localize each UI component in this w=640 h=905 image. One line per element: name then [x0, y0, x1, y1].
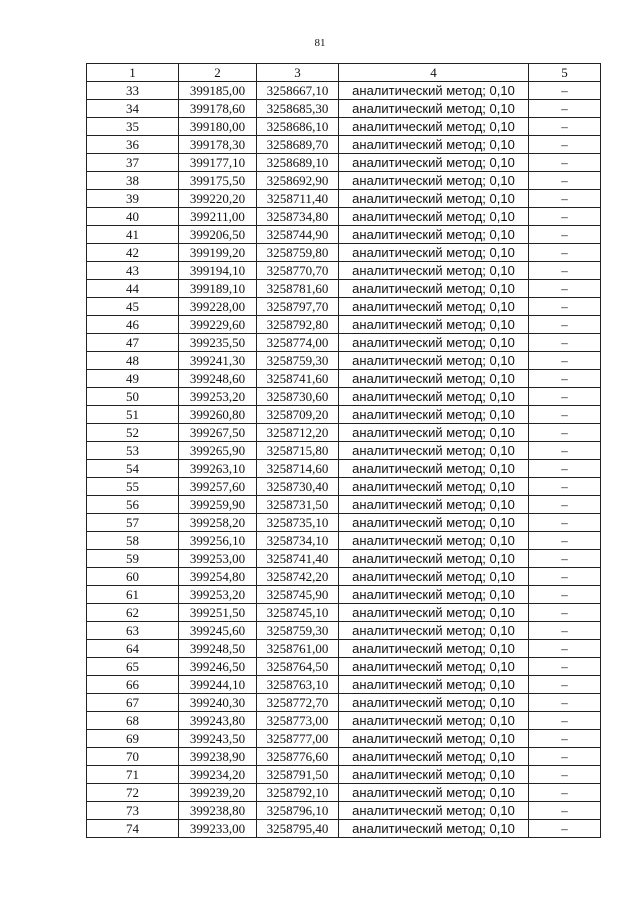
y-coordinate-cell: 3258770,70	[257, 262, 339, 280]
note-cell: –	[529, 784, 601, 802]
y-coordinate-cell: 3258792,80	[257, 316, 339, 334]
y-coordinate-cell: 3258730,60	[257, 388, 339, 406]
table-row	[87, 208, 601, 226]
note-cell: –	[529, 640, 601, 658]
y-coordinate-cell: 3258795,40	[257, 820, 339, 838]
header-cell-x: 2	[179, 64, 257, 82]
point-number-cell: 50	[87, 388, 179, 406]
point-number-cell: 54	[87, 460, 179, 478]
method-cell: аналитический метод; 0,10	[339, 136, 529, 154]
y-coordinate-cell: 3258686,10	[257, 118, 339, 136]
point-number-cell: 60	[87, 568, 179, 586]
point-number-cell: 39	[87, 190, 179, 208]
method-cell: аналитический метод; 0,10	[339, 370, 529, 388]
point-number-cell: 51	[87, 406, 179, 424]
note-cell: –	[529, 280, 601, 298]
y-coordinate-cell: 3258774,00	[257, 334, 339, 352]
table-row	[87, 172, 601, 190]
method-cell: аналитический метод; 0,10	[339, 586, 529, 604]
table-row	[87, 280, 601, 298]
x-coordinate-cell: 399238,90	[179, 748, 257, 766]
table-row	[87, 622, 601, 640]
y-coordinate-cell: 3258711,40	[257, 190, 339, 208]
x-coordinate-cell: 399241,30	[179, 352, 257, 370]
table-row	[87, 640, 601, 658]
note-cell: –	[529, 100, 601, 118]
table-row	[87, 712, 601, 730]
method-cell: аналитический метод; 0,10	[339, 172, 529, 190]
note-cell: –	[529, 748, 601, 766]
method-cell: аналитический метод; 0,10	[339, 226, 529, 244]
x-coordinate-cell: 399246,50	[179, 658, 257, 676]
point-number-cell: 59	[87, 550, 179, 568]
x-coordinate-cell: 399265,90	[179, 442, 257, 460]
method-cell: аналитический метод; 0,10	[339, 730, 529, 748]
method-cell: аналитический метод; 0,10	[339, 496, 529, 514]
x-coordinate-cell: 399263,10	[179, 460, 257, 478]
x-coordinate-cell: 399248,60	[179, 370, 257, 388]
table-row	[87, 424, 601, 442]
note-cell: –	[529, 532, 601, 550]
x-coordinate-cell: 399175,50	[179, 172, 257, 190]
point-number-cell: 68	[87, 712, 179, 730]
table-row	[87, 730, 601, 748]
note-cell: –	[529, 802, 601, 820]
method-cell: аналитический метод; 0,10	[339, 604, 529, 622]
note-cell: –	[529, 604, 601, 622]
method-cell: аналитический метод; 0,10	[339, 352, 529, 370]
note-cell: –	[529, 424, 601, 442]
y-coordinate-cell: 3258759,30	[257, 352, 339, 370]
x-coordinate-cell: 399234,20	[179, 766, 257, 784]
method-cell: аналитический метод; 0,10	[339, 388, 529, 406]
point-number-cell: 33	[87, 82, 179, 100]
method-cell: аналитический метод; 0,10	[339, 802, 529, 820]
method-cell: аналитический метод; 0,10	[339, 532, 529, 550]
method-cell: аналитический метод; 0,10	[339, 208, 529, 226]
table-row	[87, 460, 601, 478]
table-row	[87, 766, 601, 784]
note-cell: –	[529, 658, 601, 676]
x-coordinate-cell: 399243,80	[179, 712, 257, 730]
method-cell: аналитический метод; 0,10	[339, 640, 529, 658]
y-coordinate-cell: 3258791,50	[257, 766, 339, 784]
note-cell: –	[529, 478, 601, 496]
y-coordinate-cell: 3258772,70	[257, 694, 339, 712]
x-coordinate-cell: 399253,20	[179, 586, 257, 604]
point-number-cell: 64	[87, 640, 179, 658]
note-cell: –	[529, 244, 601, 262]
point-number-cell: 72	[87, 784, 179, 802]
x-coordinate-cell: 399228,00	[179, 298, 257, 316]
y-coordinate-cell: 3258709,20	[257, 406, 339, 424]
table-row	[87, 334, 601, 352]
x-coordinate-cell: 399259,90	[179, 496, 257, 514]
point-number-cell: 42	[87, 244, 179, 262]
note-cell: –	[529, 118, 601, 136]
coordinates-table	[86, 63, 601, 838]
table-row	[87, 406, 601, 424]
point-number-cell: 63	[87, 622, 179, 640]
method-cell: аналитический метод; 0,10	[339, 298, 529, 316]
y-coordinate-cell: 3258797,70	[257, 298, 339, 316]
x-coordinate-cell: 399254,80	[179, 568, 257, 586]
method-cell: аналитический метод; 0,10	[339, 280, 529, 298]
note-cell: –	[529, 406, 601, 424]
method-cell: аналитический метод; 0,10	[339, 478, 529, 496]
point-number-cell: 49	[87, 370, 179, 388]
note-cell: –	[529, 442, 601, 460]
note-cell: –	[529, 496, 601, 514]
y-coordinate-cell: 3258712,20	[257, 424, 339, 442]
note-cell: –	[529, 550, 601, 568]
y-coordinate-cell: 3258761,00	[257, 640, 339, 658]
note-cell: –	[529, 694, 601, 712]
point-number-cell: 56	[87, 496, 179, 514]
note-cell: –	[529, 226, 601, 244]
y-coordinate-cell: 3258776,60	[257, 748, 339, 766]
y-coordinate-cell: 3258741,40	[257, 550, 339, 568]
method-cell: аналитический метод; 0,10	[339, 622, 529, 640]
x-coordinate-cell: 399267,50	[179, 424, 257, 442]
method-cell: аналитический метод; 0,10	[339, 406, 529, 424]
x-coordinate-cell: 399220,20	[179, 190, 257, 208]
method-cell: аналитический метод; 0,10	[339, 424, 529, 442]
x-coordinate-cell: 399178,60	[179, 100, 257, 118]
method-cell: аналитический метод; 0,10	[339, 118, 529, 136]
y-coordinate-cell: 3258734,80	[257, 208, 339, 226]
y-coordinate-cell: 3258745,10	[257, 604, 339, 622]
header-cell-note: 5	[529, 64, 601, 82]
y-coordinate-cell: 3258667,10	[257, 82, 339, 100]
x-coordinate-cell: 399239,20	[179, 784, 257, 802]
point-number-cell: 69	[87, 730, 179, 748]
table-row	[87, 802, 601, 820]
x-coordinate-cell: 399238,80	[179, 802, 257, 820]
y-coordinate-cell: 3258714,60	[257, 460, 339, 478]
method-cell: аналитический метод; 0,10	[339, 784, 529, 802]
table-row	[87, 784, 601, 802]
x-coordinate-cell: 399235,50	[179, 334, 257, 352]
point-number-cell: 48	[87, 352, 179, 370]
point-number-cell: 71	[87, 766, 179, 784]
method-cell: аналитический метод; 0,10	[339, 820, 529, 838]
point-number-cell: 43	[87, 262, 179, 280]
method-cell: аналитический метод; 0,10	[339, 82, 529, 100]
point-number-cell: 35	[87, 118, 179, 136]
note-cell: –	[529, 298, 601, 316]
x-coordinate-cell: 399178,30	[179, 136, 257, 154]
y-coordinate-cell: 3258759,80	[257, 244, 339, 262]
note-cell: –	[529, 388, 601, 406]
method-cell: аналитический метод; 0,10	[339, 514, 529, 532]
x-coordinate-cell: 399243,50	[179, 730, 257, 748]
note-cell: –	[529, 136, 601, 154]
method-cell: аналитический метод; 0,10	[339, 154, 529, 172]
method-cell: аналитический метод; 0,10	[339, 712, 529, 730]
y-coordinate-cell: 3258685,30	[257, 100, 339, 118]
note-cell: –	[529, 712, 601, 730]
y-coordinate-cell: 3258763,10	[257, 676, 339, 694]
method-cell: аналитический метод; 0,10	[339, 658, 529, 676]
table-header-row	[87, 64, 601, 82]
x-coordinate-cell: 399199,20	[179, 244, 257, 262]
x-coordinate-cell: 399258,20	[179, 514, 257, 532]
table-row	[87, 298, 601, 316]
note-cell: –	[529, 82, 601, 100]
method-cell: аналитический метод; 0,10	[339, 676, 529, 694]
table-row	[87, 676, 601, 694]
x-coordinate-cell: 399256,10	[179, 532, 257, 550]
y-coordinate-cell: 3258792,10	[257, 784, 339, 802]
table-row	[87, 442, 601, 460]
note-cell: –	[529, 262, 601, 280]
note-cell: –	[529, 190, 601, 208]
point-number-cell: 46	[87, 316, 179, 334]
y-coordinate-cell: 3258715,80	[257, 442, 339, 460]
table-row	[87, 226, 601, 244]
method-cell: аналитический метод; 0,10	[339, 748, 529, 766]
method-cell: аналитический метод; 0,10	[339, 766, 529, 784]
point-number-cell: 61	[87, 586, 179, 604]
table-row	[87, 604, 601, 622]
y-coordinate-cell: 3258759,30	[257, 622, 339, 640]
y-coordinate-cell: 3258689,10	[257, 154, 339, 172]
y-coordinate-cell: 3258692,90	[257, 172, 339, 190]
method-cell: аналитический метод; 0,10	[339, 442, 529, 460]
table-row	[87, 352, 601, 370]
point-number-cell: 65	[87, 658, 179, 676]
point-number-cell: 74	[87, 820, 179, 838]
table-row	[87, 658, 601, 676]
x-coordinate-cell: 399240,30	[179, 694, 257, 712]
y-coordinate-cell: 3258773,00	[257, 712, 339, 730]
table-row	[87, 316, 601, 334]
table-body	[87, 82, 601, 838]
point-number-cell: 44	[87, 280, 179, 298]
x-coordinate-cell: 399253,20	[179, 388, 257, 406]
x-coordinate-cell: 399189,10	[179, 280, 257, 298]
table-row	[87, 262, 601, 280]
x-coordinate-cell: 399233,00	[179, 820, 257, 838]
point-number-cell: 58	[87, 532, 179, 550]
header-cell-method: 4	[339, 64, 529, 82]
y-coordinate-cell: 3258742,20	[257, 568, 339, 586]
x-coordinate-cell: 399229,60	[179, 316, 257, 334]
table-row	[87, 550, 601, 568]
note-cell: –	[529, 352, 601, 370]
x-coordinate-cell: 399245,60	[179, 622, 257, 640]
point-number-cell: 34	[87, 100, 179, 118]
table-row	[87, 388, 601, 406]
point-number-cell: 67	[87, 694, 179, 712]
point-number-cell: 45	[87, 298, 179, 316]
table-row	[87, 532, 601, 550]
table-row	[87, 370, 601, 388]
point-number-cell: 40	[87, 208, 179, 226]
note-cell: –	[529, 820, 601, 838]
note-cell: –	[529, 154, 601, 172]
method-cell: аналитический метод; 0,10	[339, 694, 529, 712]
note-cell: –	[529, 334, 601, 352]
note-cell: –	[529, 622, 601, 640]
y-coordinate-cell: 3258745,90	[257, 586, 339, 604]
point-number-cell: 62	[87, 604, 179, 622]
y-coordinate-cell: 3258730,40	[257, 478, 339, 496]
method-cell: аналитический метод; 0,10	[339, 190, 529, 208]
point-number-cell: 66	[87, 676, 179, 694]
table-row	[87, 478, 601, 496]
table-row	[87, 244, 601, 262]
table-row	[87, 514, 601, 532]
header-cell-y: 3	[257, 64, 339, 82]
note-cell: –	[529, 316, 601, 334]
y-coordinate-cell: 3258744,90	[257, 226, 339, 244]
table-row	[87, 496, 601, 514]
note-cell: –	[529, 172, 601, 190]
method-cell: аналитический метод; 0,10	[339, 100, 529, 118]
point-number-cell: 73	[87, 802, 179, 820]
point-number-cell: 36	[87, 136, 179, 154]
table-row	[87, 100, 601, 118]
y-coordinate-cell: 3258781,60	[257, 280, 339, 298]
table-row	[87, 154, 601, 172]
note-cell: –	[529, 766, 601, 784]
x-coordinate-cell: 399180,00	[179, 118, 257, 136]
point-number-cell: 55	[87, 478, 179, 496]
method-cell: аналитический метод; 0,10	[339, 568, 529, 586]
table-row	[87, 586, 601, 604]
point-number-cell: 70	[87, 748, 179, 766]
point-number-cell: 53	[87, 442, 179, 460]
x-coordinate-cell: 399244,10	[179, 676, 257, 694]
header-cell-point-number: 1	[87, 64, 179, 82]
point-number-cell: 37	[87, 154, 179, 172]
y-coordinate-cell: 3258796,10	[257, 802, 339, 820]
point-number-cell: 47	[87, 334, 179, 352]
y-coordinate-cell: 3258777,00	[257, 730, 339, 748]
method-cell: аналитический метод; 0,10	[339, 550, 529, 568]
x-coordinate-cell: 399248,50	[179, 640, 257, 658]
method-cell: аналитический метод; 0,10	[339, 262, 529, 280]
x-coordinate-cell: 399260,80	[179, 406, 257, 424]
table-row	[87, 748, 601, 766]
method-cell: аналитический метод; 0,10	[339, 460, 529, 478]
y-coordinate-cell: 3258734,10	[257, 532, 339, 550]
table-row	[87, 136, 601, 154]
table-row	[87, 190, 601, 208]
table-row	[87, 820, 601, 838]
table-row	[87, 82, 601, 100]
y-coordinate-cell: 3258689,70	[257, 136, 339, 154]
x-coordinate-cell: 399206,50	[179, 226, 257, 244]
table-row	[87, 568, 601, 586]
point-number-cell: 57	[87, 514, 179, 532]
x-coordinate-cell: 399211,00	[179, 208, 257, 226]
note-cell: –	[529, 730, 601, 748]
point-number-cell: 52	[87, 424, 179, 442]
page-number: 81	[314, 37, 326, 49]
x-coordinate-cell: 399194,10	[179, 262, 257, 280]
note-cell: –	[529, 370, 601, 388]
y-coordinate-cell: 3258731,50	[257, 496, 339, 514]
table-row	[87, 694, 601, 712]
method-cell: аналитический метод; 0,10	[339, 334, 529, 352]
point-number-cell: 41	[87, 226, 179, 244]
note-cell: –	[529, 568, 601, 586]
x-coordinate-cell: 399185,00	[179, 82, 257, 100]
x-coordinate-cell: 399251,50	[179, 604, 257, 622]
x-coordinate-cell: 399253,00	[179, 550, 257, 568]
method-cell: аналитический метод; 0,10	[339, 244, 529, 262]
y-coordinate-cell: 3258735,10	[257, 514, 339, 532]
point-number-cell: 38	[87, 172, 179, 190]
method-cell: аналитический метод; 0,10	[339, 316, 529, 334]
note-cell: –	[529, 514, 601, 532]
table-row	[87, 118, 601, 136]
note-cell: –	[529, 460, 601, 478]
x-coordinate-cell: 399257,60	[179, 478, 257, 496]
x-coordinate-cell: 399177,10	[179, 154, 257, 172]
y-coordinate-cell: 3258764,50	[257, 658, 339, 676]
note-cell: –	[529, 586, 601, 604]
y-coordinate-cell: 3258741,60	[257, 370, 339, 388]
note-cell: –	[529, 676, 601, 694]
note-cell: –	[529, 208, 601, 226]
